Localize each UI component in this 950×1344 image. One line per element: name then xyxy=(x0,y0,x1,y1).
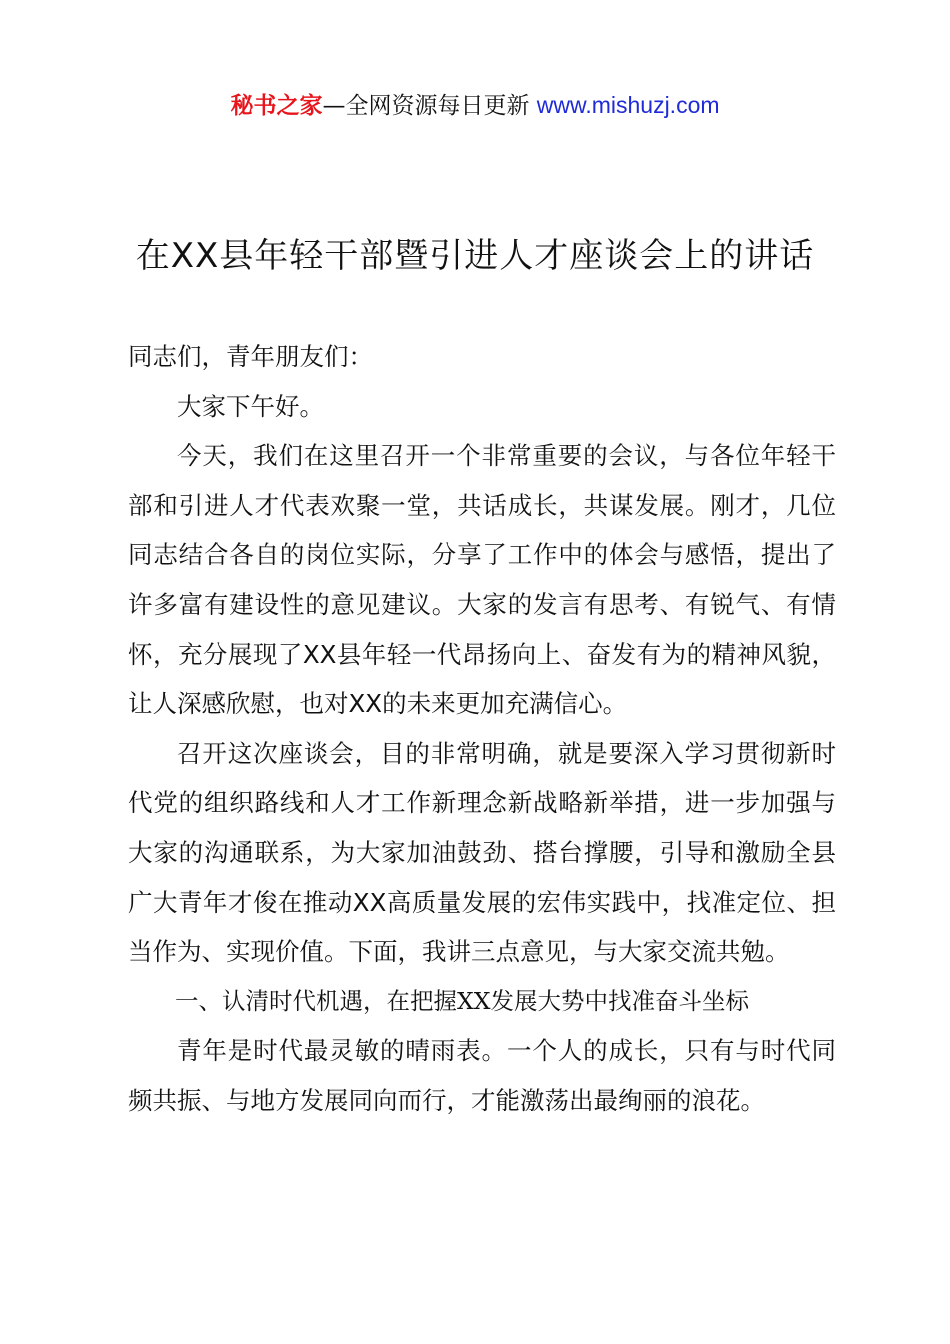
salutation: 同志们，青年朋友们： xyxy=(128,342,373,371)
document-title: 在XX县年轻干部暨引进人才座谈会上的讲话 xyxy=(135,236,815,276)
greeting: 大家下午好。 xyxy=(177,391,324,421)
site-header xyxy=(0,88,950,123)
paragraph-section-1: 青年是时代最灵敏的晴雨表。一个人的成长，只有与时代同频共振、与地方发展同向而行，才能激荡出最绚丽的浪花。 xyxy=(128,1036,836,1115)
site-url-link[interactable]: www.mishuzj.com xyxy=(536,92,720,118)
document-body xyxy=(128,332,836,1126)
paragraph-purpose: 召开这次座谈会，目的非常明确，就是要深入学习贯彻新时代党的组织路线和人才工作新理念新战略新举措，进一步加强与大家的沟通联系，为大家加油鼓劲、搭台撑腰，引导和激励全县广大青年才俊在推动XX高质量发展的宏伟实践中，找准定位、担当作为、实现价值。下面，我讲三点意见，与大家交流共勉。 xyxy=(128,738,836,967)
site-tagline: —全网资源每日更新 xyxy=(322,93,530,119)
section-heading-1: 一、认清时代机遇，在把握XX发展大势中找准奋斗坐标 xyxy=(175,986,749,1015)
site-brand: 秘书之家 xyxy=(230,93,323,119)
paragraph-opening: 今天，我们在这里召开一个非常重要的会议，与各位年轻干部和引进人才代表欢聚一堂，共话成长，共谋发展。刚才，几位同志结合各自的岗位实际，分享了工作中的体会与感悟，提出了许多富有建设性的意见建议。大家的发言有思考、有锐气、有情怀，充分展现了XX县年轻一代昂扬向上、奋发有为的精神风貌，让人深感欣慰，也对XX的未来更加充满信心。 xyxy=(128,441,836,719)
